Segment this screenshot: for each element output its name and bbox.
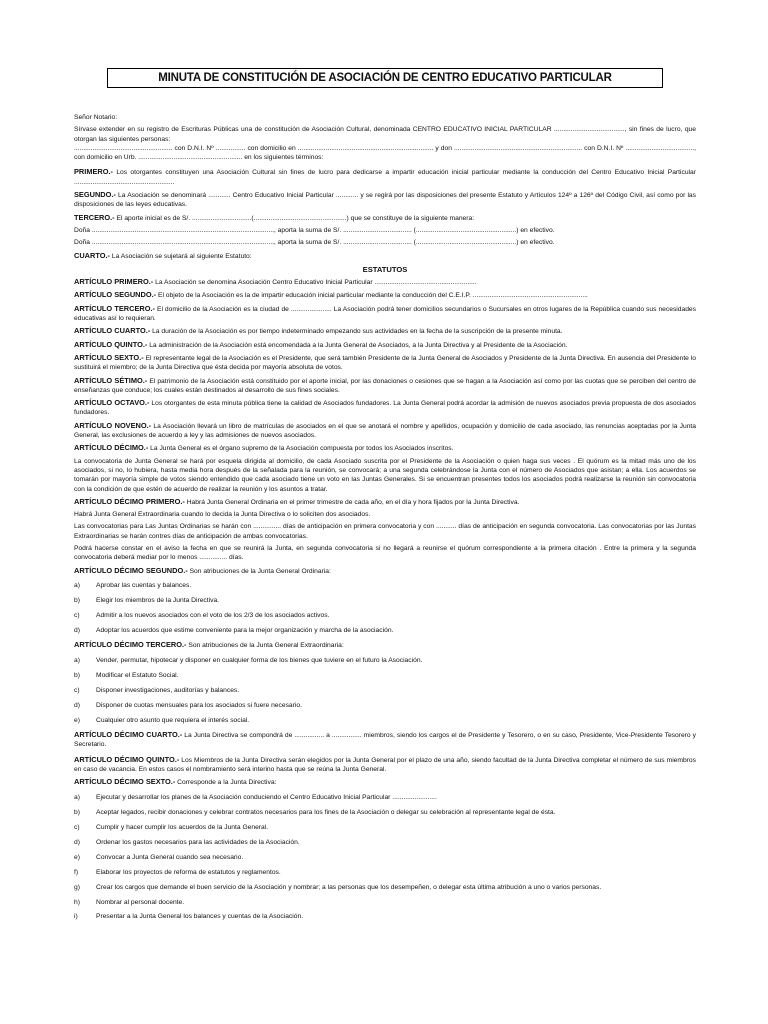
list-item: b) Aceptar legados, recibir donaciones y celebrar contratos necesarios para los fines de la Asociación o delegar su celebración al representante legal de ésta. <box>74 809 556 817</box>
article: ARTÍCULO NOVENO.- La Asociación llevará un libro de matrículas de asociados en el que se anotará el nombre y apellidos, ocupación y domicilio de cada asociado, las renuncias aceptadas por la Junta General, las exclusiones de acuerdo a ley y las admisiones de nuevos asociados. <box>74 420 697 440</box>
article: ARTÍCULO SÉTIMO.- El patrimonio de la Asociación está constituido por el aporte inicial, por las donaciones o cesiones que se hagan a la Asociación así como por las cuotas que se perciben del centro de enseñanzas que conduce; los cuales están destinados al desarrollo de sus fines sociales. <box>74 375 696 394</box>
list-item: a) Vender, permutar, hipotecar y disponer en cualquier forma de los bienes que tuviere en el futuro la Asociación. <box>74 657 423 665</box>
statutes-heading: ESTATUTOS <box>362 264 408 274</box>
donor-line: Doña .................................................................................................., aporta la suma de S/. ..................................... (......................................................) en efectivo. <box>74 226 555 234</box>
clause-segundo: SEGUNDO.- La Asociación se denominará ............ Centro Educativo Inicial Particular ............ y se regirá por las disposiciones del presente Estatuto y Artículos 124º a 126º del Código Civil, así como por las disposiciones de las leyes educativas. <box>74 190 696 209</box>
list-item: i) Presentar a la Junta General los balances y cuentas de la Asociación. <box>74 913 304 921</box>
document-title: MINUTA DE CONSTITUCIÓN DE ASOCIACIÓN DE CENTRO EDUCATIVO PARTICULAR <box>107 68 663 88</box>
clause-cuarto: CUARTO.- La Asociación se sujetará al siguiente Estatuto: <box>74 250 252 260</box>
convocatoria-paragraph: La convocatoria de Junta General se hará por esquela dirigida al domicilio, de cada Asociado suscrita por el Presidente de la Asociación o quien haga sus veces . El quórum es la mitad más uno de los asociados, si no, lo hubiera, hasta media hora después de la señalada para la reunión, se convocará; a una segunda celebrándose la Junta con el número de Asociados que asistan; a ella. Los acuerdos se tomarán por mayoría simple de votos siendo entendido que cada asociado tiene un voto en las Juntas Generales. Si se encuentran presentes todos los asociados podrá realizarse la reunión sin convocatoria con la condición de que estén de acuerdo de realizar la reunión y los asuntos a tratar. <box>74 457 696 493</box>
document-body <box>74 113 696 922</box>
paragraph: Habrá Junta General Extraordinaria cuando lo decida la Junta Directiva o lo soliciten dos asociados. <box>74 511 371 519</box>
article: ARTÍCULO PRIMERO.- La Asociación se denomina Asociación Centro Educativo Inicial Particular ....................................................... <box>74 277 477 287</box>
article: ARTÍCULO DÉCIMO QUINTO.- Los Miembros de la Junta Directiva serán elegidos por la Junta General por el plazo de una año, siendo facultad de la Junta Directiva completar el número de sus miembros en caso de vacancia. En estos casos el nombramiento será interino hasta que se reúna la Junta General. <box>74 754 696 774</box>
article: ARTÍCULO DÉCIMO CUARTO.- La Junta Directiva se compondrá de ................ a ................ miembros, siendo los cargos el de Presidente y Tesorero, o en su caso, Presidente, Vice-Presidente Tesorero y Secretario. <box>74 730 697 749</box>
list-item: c) Admitir a los nuevos asociados con el voto de los 2/3 de los asociados activos. <box>74 612 330 620</box>
donor-line: Doña .................................................................................................., aporta la suma de S/. ..................................... (......................................................) en efectivo. <box>74 239 555 247</box>
list-item: d) Adoptar los acuerdos que estime conveniente para la mejor organización y marcha de la asociación. <box>74 627 394 635</box>
clause-primero: PRIMERO.- Los otorgantes constituyen una Asociación Cultural sin fines de lucro para dedicarse a impartir educación inicial particular mediante la conducción del Centro Educativo Inicial Particular ...................................................... <box>74 167 696 186</box>
list-item: e) Cualquier otro asunto que requiera el interés social. <box>74 716 250 724</box>
list-item: e) Convocar a Junta General cuando sea necesario. <box>74 853 244 861</box>
article: ARTÍCULO DÉCIMO SEXTO.- Corresponde a la Junta Directiva: <box>74 777 277 787</box>
list-item: a) Aprobar las cuentas y balances. <box>74 582 192 590</box>
article: ARTÍCULO SEGUNDO.- El objeto de la Asociación es la de impartir educación inicial particular mediante la conducción del C.E.I.P. .............................................................. <box>74 290 588 300</box>
paragraph: Las convocatorias para Las Juntas Ordinarias se harán con ............... días de anticipación en primera convocatoria y con ........... días de anticipación en segunda convocatoria. Las convocatorias por las Juntas Extraordinarias se harán contres días de anticipación de ambas convocatorias. <box>74 523 696 540</box>
list-item: c) Cumplir y hacer cumplir los acuerdos de la Junta General. <box>74 824 269 832</box>
article: ARTÍCULO DÉCIMO TERCERO.- Son atribuciones de la Junta General Extraordinaria: <box>74 640 344 650</box>
article: ARTÍCULO TERCERO.- El domicilio de la Asociación es la ciudad de ...................... La Asociación podrá tener domicilios secundarios o Sucursales en otros lugares de la República cuando sus necesidades educativas así lo requieran. <box>74 303 696 323</box>
article: ARTÍCULO CUARTO.- La duración de la Asociación es por tiempo indeterminado empezando sus actividades en la fecha de la suscripción de la presente minuta. <box>74 326 563 336</box>
intro-paragraph: Sírvase extender en su registro de Escrituras Públicas una de constitución de Asociación Cultural, denominada CENTRO EDUCATIVO INICIAL PARTICULAR ......................................, sin fines de lucro, que otorgan las siguientes personas: <box>74 126 696 143</box>
intro-paragraph: ..................................................... con D.N.I. Nº ................ con domicilio en ......................................................................... y don ..................................................................... con D.N.I. Nº ....................................., con domicilio en Urb. ........................................................ en los siguientes términos: <box>74 144 696 162</box>
list-item: d) Disponer de cuotas mensuales para los asociados si fuere necesario. <box>74 702 302 709</box>
article: ARTÍCULO OCTAVO.- Los otorgantes de esta minuta pública tiene la calidad de Asociados fundadores. La Junta General podrá acordar la admisión de nuevos asociados previa propuesta de dos asociados fundadores. <box>74 398 696 417</box>
list-item: f) Elaborar los proyectos de reforma de estatutos y reglamentos. <box>74 868 281 876</box>
article: ARTÍCULO DÉCIMO.- La Junta General es el órgano supremo de la Asociación compuesta por todos los Asociados inscritos. <box>74 443 454 453</box>
article: ARTÍCULO SEXTO.- El representante legal de la Asociación es el Presidente, que será también Presidente de la Junta General de Asociados y Presidente de la Junta Directiva. En ausencia del Presidente lo sustituirá el miembro; de la Junta Directiva que ésta decida por mayoría absoluta de votos. <box>74 352 696 372</box>
article: ARTÍCULO DÉCIMO SEGUNDO.- Son atribuciones de la Junta General Ordinaria: <box>74 565 331 575</box>
list-item: b) Elegir los miembros de la Junta Directiva. <box>74 597 220 605</box>
list-item: g) Crear los cargos que demande el buen servicio de la Asociación y nombrar; a las personas que los desempeñen, o delegar esta última atribución a uno o varios personas. <box>74 883 602 891</box>
greeting: Señor Notario: <box>74 114 118 121</box>
list-item: c) Disponer investigaciones, auditorías y balances. <box>74 687 240 695</box>
paragraph: Podrá hacerse constar en el aviso la fecha en que se reunirá la Junta, en segunda convocatoria si no llegará a reunirse el quórum correspondiente a la primera citación . Entre la primera y la segunda convocatoria deberá mediar por lo menos ............... días. <box>74 544 696 562</box>
list-item: h) Nombrar al personal docente. <box>74 898 185 906</box>
list-item: a) Ejecutar y desarrollar los planes de la Asociación conduciendo el Centro Educativo Inicial Particular ........................ <box>74 794 437 802</box>
clause-tercero: TERCERO.- El aporte inicial es de S/. ................................(..................................................) que se constituye de la siguiente manera: <box>74 212 475 222</box>
list-item: d) Ordenar los gastos necesarios para las actividades de la Asociación. <box>74 838 300 846</box>
list-item: b) Modificar el Estatuto Social. <box>74 672 179 680</box>
article: ARTÍCULO DÉCIMO PRIMERO.- Habrá Junta General Ordinaria en el primer trimestre de cada año, en el día y hora fijados por la Junta Directiva. <box>74 496 520 506</box>
article: ARTÍCULO QUINTO.- La administración de la Asociación está encomendada a la Junta General de Asociados, a la Junta Directiva y al Presidente de la Asociación. <box>74 339 568 349</box>
